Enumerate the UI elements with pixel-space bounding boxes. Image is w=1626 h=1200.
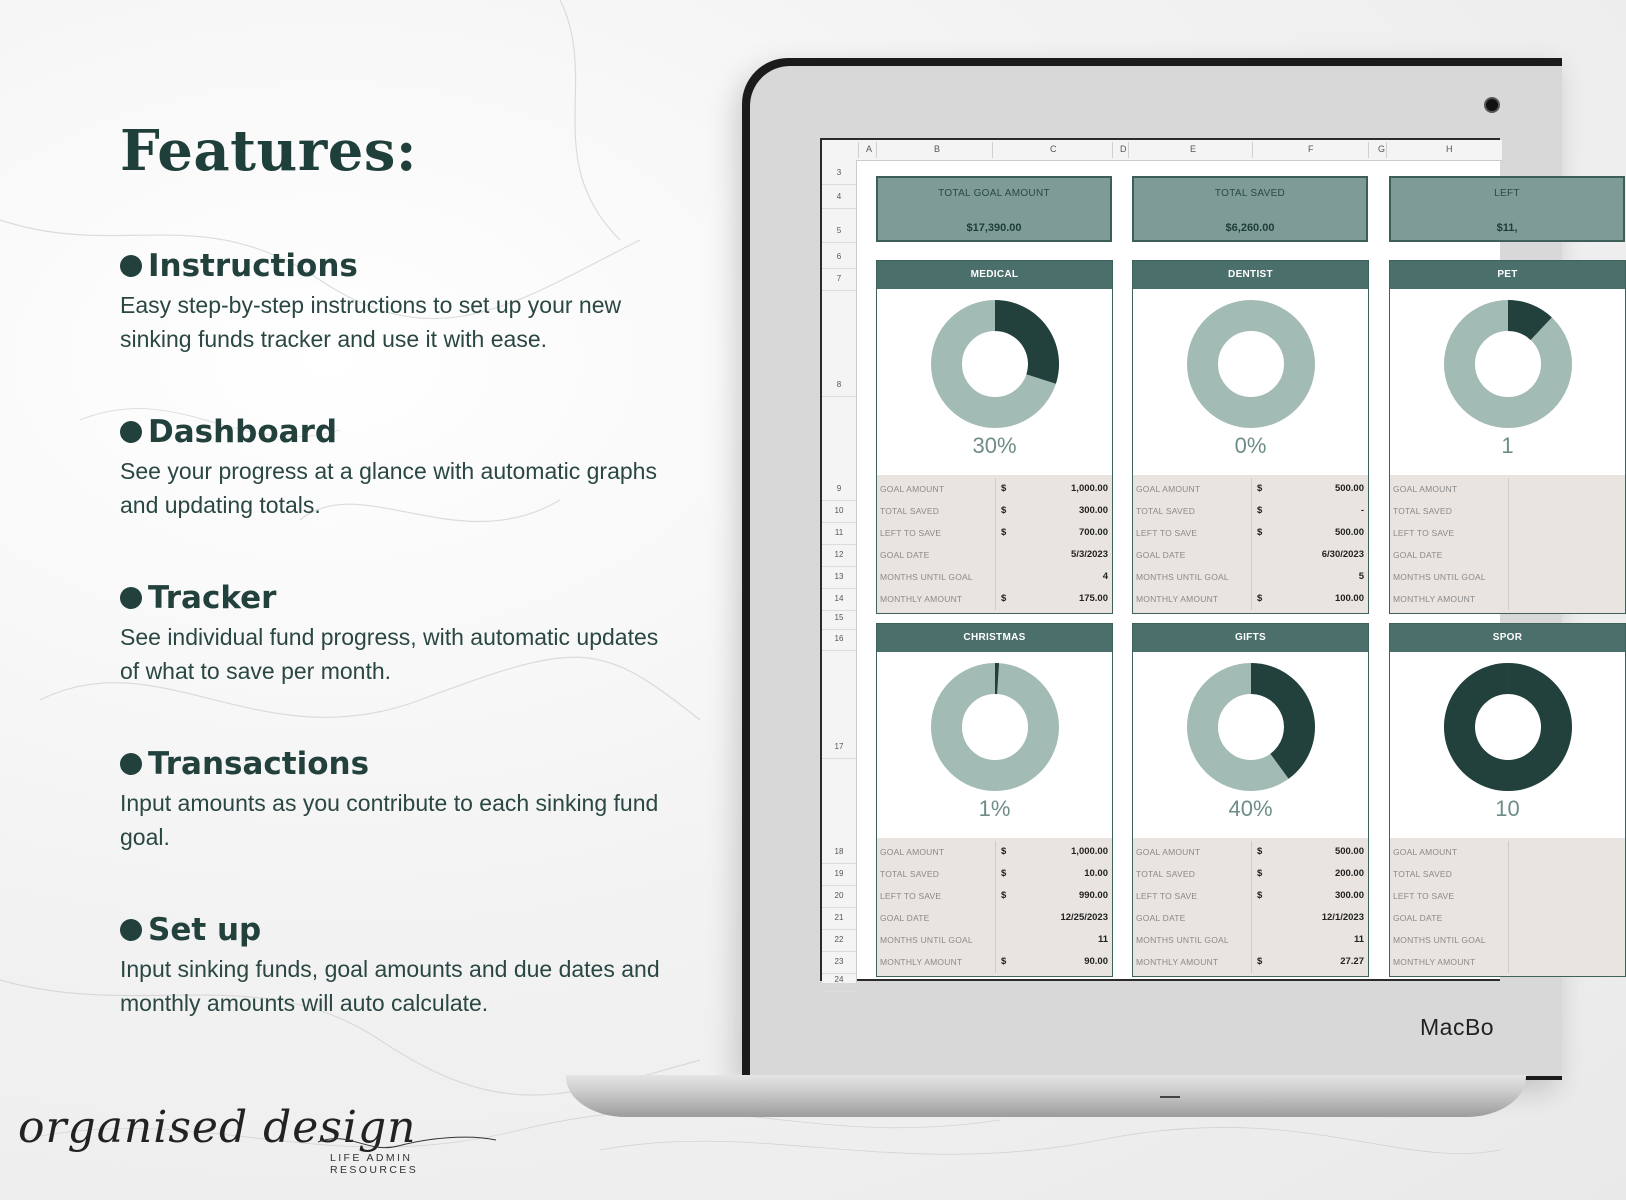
row-number[interactable]: 6 (836, 252, 842, 261)
stat-row[interactable] (877, 500, 1112, 522)
stat-label: MONTHLY AMOUNT (1393, 957, 1476, 967)
column-letter[interactable]: F (1308, 144, 1314, 154)
laptop-notch (1160, 1096, 1180, 1098)
stat-currency: $ (1257, 846, 1263, 857)
stat-row[interactable] (1390, 929, 1625, 951)
stat-label: GOAL AMOUNT (1136, 484, 1201, 494)
stat-row[interactable] (1390, 544, 1625, 566)
stat-divider (995, 907, 996, 929)
row-divider (822, 991, 856, 992)
donut-progress-arc (995, 300, 1059, 384)
feature-name: Set up (148, 912, 262, 948)
stat-row[interactable] (1133, 566, 1368, 588)
column-letter[interactable]: D (1120, 144, 1127, 154)
stat-currency: $ (1257, 868, 1263, 879)
feature-item (120, 912, 680, 1020)
card-title: PET (1390, 261, 1625, 289)
stat-label: GOAL AMOUNT (1393, 847, 1458, 857)
column-separator (1128, 142, 1129, 158)
row-number[interactable]: 5 (836, 226, 842, 235)
feature-description: See individual fund progress, with automatic updates of what to save per month. (120, 624, 659, 684)
stat-label: GOAL DATE (1393, 550, 1443, 560)
stat-row[interactable] (1133, 544, 1368, 566)
bullet-icon (120, 587, 142, 609)
row-divider (822, 184, 856, 185)
card-title: SPOR (1390, 624, 1625, 652)
stat-row[interactable] (1390, 522, 1625, 544)
stat-row[interactable] (1390, 500, 1625, 522)
donut-percent-label: 40% (1228, 796, 1273, 821)
card-title: CHRISTMAS (877, 624, 1112, 652)
summary-box (1389, 176, 1625, 242)
stat-row[interactable] (1390, 907, 1625, 929)
donut-chart-area (1133, 289, 1368, 475)
card-title: GIFTS (1133, 624, 1368, 652)
stat-currency: $ (1257, 527, 1263, 538)
row-number[interactable]: 18 (834, 847, 844, 856)
stat-label: MONTHS UNTIL GOAL (1393, 935, 1486, 945)
stat-currency: $ (1001, 868, 1007, 879)
row-divider (822, 650, 856, 651)
stat-divider (1508, 566, 1509, 588)
stat-divider (995, 588, 996, 610)
stat-row[interactable] (1390, 885, 1625, 907)
stat-label: MONTHS UNTIL GOAL (880, 935, 973, 945)
donut-percent-label: 1% (978, 796, 1011, 821)
stat-label: TOTAL SAVED (1136, 506, 1196, 516)
stat-currency: $ (1001, 505, 1007, 516)
stat-row[interactable] (877, 522, 1112, 544)
stat-row[interactable] (1390, 863, 1625, 885)
stat-divider (1508, 500, 1509, 522)
column-separator (858, 142, 859, 158)
feature-item (120, 580, 680, 688)
stat-row[interactable] (877, 929, 1112, 951)
summary-label: TOTAL SAVED (1214, 188, 1286, 199)
stat-value: 500.00 (1334, 527, 1364, 538)
stat-label: GOAL DATE (880, 550, 930, 560)
stat-label: GOAL DATE (880, 913, 930, 923)
summary-label: LEFT (1494, 188, 1520, 199)
card-stats (1133, 838, 1368, 976)
row-number[interactable]: 22 (834, 935, 844, 944)
row-number[interactable]: 9 (836, 484, 842, 493)
bullet-icon (120, 421, 142, 443)
donut-chart-area (1390, 652, 1625, 838)
column-separator (992, 142, 993, 158)
row-number[interactable]: 11 (834, 528, 844, 537)
stat-divider (995, 885, 996, 907)
feature-description: Input sinking funds, goal amounts and due dates and monthly amounts will auto calculate. (120, 956, 660, 1016)
donut-chart (1186, 662, 1316, 792)
stat-row[interactable] (877, 478, 1112, 500)
stat-label: TOTAL SAVED (1393, 869, 1453, 879)
row-divider (822, 396, 856, 397)
row-divider (822, 588, 856, 589)
stat-row[interactable] (877, 863, 1112, 885)
row-number[interactable]: 13 (834, 572, 844, 581)
row-number[interactable]: 3 (836, 168, 842, 177)
stat-divider (1251, 478, 1252, 500)
stat-label: MONTHLY AMOUNT (880, 594, 963, 604)
row-divider (822, 973, 856, 974)
stat-value: 6/30/2023 (1321, 549, 1364, 560)
laptop-brand-label: MacBo (1420, 1014, 1495, 1040)
stat-value: 4 (1102, 571, 1108, 582)
stat-row[interactable] (1133, 951, 1368, 973)
card-stats (877, 838, 1112, 976)
stat-divider (1251, 907, 1252, 929)
stat-value: 1,000.00 (1071, 846, 1108, 857)
row-divider (822, 951, 856, 952)
stat-divider (1508, 929, 1509, 951)
stat-label: GOAL AMOUNT (1393, 484, 1458, 494)
row-number[interactable]: 17 (834, 742, 844, 751)
feature-heading (120, 414, 680, 450)
donut-percent-label: 10 (1495, 796, 1520, 821)
stat-value: 27.27 (1340, 956, 1364, 967)
row-divider (822, 758, 856, 759)
donut-percent-label: 0% (1234, 433, 1267, 458)
fund-card (1132, 623, 1369, 977)
row-number[interactable]: 24 (834, 975, 844, 984)
stat-label: MONTHS UNTIL GOAL (1136, 935, 1229, 945)
summary-label: TOTAL GOAL AMOUNT (938, 188, 1050, 199)
camera-icon (1484, 97, 1500, 113)
stat-row[interactable] (1133, 500, 1368, 522)
bullet-icon (120, 753, 142, 775)
fund-card (1389, 260, 1626, 614)
row-divider (822, 566, 856, 567)
stat-divider (1508, 863, 1509, 885)
stat-divider (1508, 885, 1509, 907)
stat-label: TOTAL SAVED (1393, 506, 1453, 516)
stat-row[interactable] (1390, 478, 1625, 500)
stat-label: MONTHS UNTIL GOAL (1393, 572, 1486, 582)
row-number[interactable]: 14 (834, 594, 844, 603)
row-divider (822, 907, 856, 908)
donut-chart (930, 662, 1060, 792)
fund-card (876, 260, 1113, 614)
stat-divider (1251, 588, 1252, 610)
stat-value: 200.00 (1334, 868, 1364, 879)
donut-chart (1443, 299, 1573, 429)
row-number-gutter[interactable] (822, 160, 857, 983)
column-header-bar[interactable] (822, 140, 1502, 161)
feature-heading (120, 912, 680, 948)
stat-row[interactable] (1390, 566, 1625, 588)
stat-divider (1251, 544, 1252, 566)
row-number[interactable]: 19 (834, 869, 844, 878)
stat-value: 300.00 (1078, 505, 1108, 516)
stat-value: 990.00 (1078, 890, 1108, 901)
row-divider (822, 544, 856, 545)
stat-row[interactable] (877, 841, 1112, 863)
stat-row[interactable] (1390, 588, 1625, 610)
stat-divider (995, 544, 996, 566)
stat-currency: $ (1001, 527, 1007, 538)
stat-row[interactable] (877, 566, 1112, 588)
stat-divider (995, 841, 996, 863)
donut-chart (1186, 299, 1316, 429)
stat-value: 100.00 (1334, 593, 1364, 604)
stat-divider (1508, 907, 1509, 929)
fund-card (1389, 623, 1626, 977)
row-number[interactable]: 21 (834, 913, 844, 922)
row-divider (822, 863, 856, 864)
stat-divider (1251, 951, 1252, 973)
column-separator (876, 142, 877, 158)
stat-currency: $ (1257, 593, 1263, 604)
feature-heading (120, 580, 680, 616)
stat-label: TOTAL SAVED (880, 869, 940, 879)
row-number[interactable]: 8 (836, 380, 842, 389)
donut-chart-area (1133, 652, 1368, 838)
row-number[interactable]: 15 (834, 613, 844, 622)
stat-divider (995, 500, 996, 522)
column-letter[interactable]: G (1378, 144, 1386, 154)
column-letter[interactable]: B (934, 144, 941, 154)
stat-divider (1251, 522, 1252, 544)
stat-currency: $ (1257, 483, 1263, 494)
stat-value: 500.00 (1334, 483, 1364, 494)
row-number[interactable]: 4 (836, 192, 842, 201)
card-title: DENTIST (1133, 261, 1368, 289)
stat-row[interactable] (877, 885, 1112, 907)
stat-currency: $ (1257, 956, 1263, 967)
column-letter[interactable]: E (1190, 144, 1197, 154)
stat-label: MONTHLY AMOUNT (1136, 957, 1219, 967)
feature-item (120, 746, 680, 854)
row-number[interactable]: 7 (836, 274, 842, 283)
feature-name: Instructions (148, 248, 358, 284)
stat-value: 11 (1097, 934, 1108, 945)
stat-value: 5 (1358, 571, 1364, 582)
row-divider (822, 500, 856, 501)
stat-label: GOAL AMOUNT (880, 484, 945, 494)
stat-row[interactable] (1133, 863, 1368, 885)
row-divider (822, 208, 856, 209)
stat-label: TOTAL SAVED (1136, 869, 1196, 879)
stat-label: TOTAL SAVED (880, 506, 940, 516)
laptop-base (566, 1075, 1526, 1117)
features-title: Features: (120, 118, 418, 184)
stat-row[interactable] (1133, 907, 1368, 929)
stat-currency: $ (1001, 593, 1007, 604)
feature-item (120, 414, 680, 522)
stat-divider (995, 566, 996, 588)
stat-currency: $ (1001, 483, 1007, 494)
feature-heading (120, 746, 680, 782)
donut-chart (930, 299, 1060, 429)
stat-value: 5/3/2023 (1071, 549, 1108, 560)
stat-value: 500.00 (1334, 846, 1364, 857)
card-stats (1133, 475, 1368, 613)
stat-row[interactable] (1390, 951, 1625, 973)
summary-box (876, 176, 1112, 242)
column-separator (1112, 142, 1113, 158)
stat-row[interactable] (877, 951, 1112, 973)
row-number[interactable]: 10 (834, 506, 844, 515)
stat-row[interactable] (877, 588, 1112, 610)
row-divider (822, 522, 856, 523)
card-stats (1390, 838, 1625, 976)
fund-card (1132, 260, 1369, 614)
row-divider (822, 885, 856, 886)
row-number[interactable]: 20 (834, 891, 844, 900)
column-letter[interactable]: H (1446, 144, 1453, 154)
stat-row[interactable] (1390, 841, 1625, 863)
feature-name: Dashboard (148, 414, 338, 450)
stat-label: LEFT TO SAVE (880, 891, 942, 901)
card-stats (1390, 475, 1625, 613)
logo-script: organised design (18, 1102, 417, 1153)
stat-divider (1508, 478, 1509, 500)
row-number[interactable]: 23 (834, 957, 844, 966)
stat-divider (995, 929, 996, 951)
stat-label: LEFT TO SAVE (1393, 528, 1455, 538)
stat-label: MONTHS UNTIL GOAL (1136, 572, 1229, 582)
stat-row[interactable] (1133, 885, 1368, 907)
summary-box (1132, 176, 1368, 242)
stat-divider (1508, 951, 1509, 973)
stat-label: MONTHLY AMOUNT (1136, 594, 1219, 604)
stat-label: MONTHLY AMOUNT (880, 957, 963, 967)
stat-divider (995, 522, 996, 544)
stat-row[interactable] (877, 544, 1112, 566)
stat-row[interactable] (877, 907, 1112, 929)
stat-currency: $ (1257, 505, 1263, 516)
stat-label: GOAL DATE (1393, 913, 1443, 923)
feature-name: Transactions (148, 746, 370, 782)
stat-divider (1508, 588, 1509, 610)
stat-divider (995, 478, 996, 500)
stat-value: 700.00 (1078, 527, 1108, 538)
column-separator (1252, 142, 1253, 158)
stat-currency: $ (1001, 956, 1007, 967)
stat-label: GOAL AMOUNT (880, 847, 945, 857)
card-stats (877, 475, 1112, 613)
stat-label: LEFT TO SAVE (880, 528, 942, 538)
bullet-icon (120, 255, 142, 277)
logo-subtitle: LIFE ADMIN RESOURCES (330, 1152, 419, 1176)
stat-divider (1508, 841, 1509, 863)
summary-value: $6,260.00 (1225, 222, 1275, 234)
stat-value: 300.00 (1334, 890, 1364, 901)
stat-divider (995, 863, 996, 885)
stat-value: 1,000.00 (1071, 483, 1108, 494)
stat-row[interactable] (1133, 841, 1368, 863)
stat-currency: $ (1001, 846, 1007, 857)
donut-chart-area (877, 652, 1112, 838)
stat-value: 90.00 (1084, 956, 1108, 967)
stat-divider (1251, 566, 1252, 588)
stat-label: MONTHLY AMOUNT (1393, 594, 1476, 604)
stat-label: LEFT TO SAVE (1136, 528, 1198, 538)
donut-progress-arc (1444, 663, 1572, 791)
spreadsheet-screen[interactable] (820, 138, 1523, 984)
column-separator (1368, 142, 1369, 158)
stat-divider (1251, 863, 1252, 885)
brand-logo (18, 1098, 488, 1188)
stat-divider (1251, 885, 1252, 907)
stat-row[interactable] (1133, 478, 1368, 500)
stat-divider (1508, 544, 1509, 566)
stat-label: LEFT TO SAVE (1136, 891, 1198, 901)
stat-label: GOAL DATE (1136, 913, 1186, 923)
stat-row[interactable] (1133, 929, 1368, 951)
feature-description: See your progress at a glance with automatic graphs and updating totals. (120, 458, 657, 518)
donut-chart-area (1390, 289, 1625, 475)
stat-label: LEFT TO SAVE (1393, 891, 1455, 901)
donut-chart (1443, 662, 1573, 792)
stat-value: 11 (1353, 934, 1364, 945)
feature-name: Tracker (148, 580, 277, 616)
stat-label: GOAL AMOUNT (1136, 847, 1201, 857)
feature-description: Input amounts as you contribute to each sinking fund goal. (120, 790, 659, 850)
feature-item (120, 248, 680, 356)
stat-label: GOAL DATE (1136, 550, 1186, 560)
stat-currency: $ (1001, 890, 1007, 901)
row-divider (822, 610, 856, 611)
fund-card (876, 623, 1113, 977)
stat-divider (1251, 841, 1252, 863)
donut-track (1203, 316, 1300, 413)
row-number[interactable]: 12 (834, 550, 844, 559)
stat-value: 10.00 (1084, 868, 1108, 879)
row-number[interactable]: 16 (834, 634, 844, 643)
stat-divider (995, 951, 996, 973)
column-separator (1386, 142, 1387, 158)
feature-description: Easy step-by-step instructions to set up your new sinking funds tracker and use it with ease. (120, 292, 622, 352)
stat-value: 12/1/2023 (1321, 912, 1364, 923)
stat-value: - (1360, 505, 1364, 516)
row-divider (822, 629, 856, 630)
bullet-icon (120, 919, 142, 941)
stat-row[interactable] (1133, 522, 1368, 544)
summary-value: $11, (1496, 222, 1518, 234)
row-divider (822, 268, 856, 269)
row-divider (822, 290, 856, 291)
stat-value: 12/25/2023 (1060, 912, 1108, 923)
row-divider (822, 242, 856, 243)
stat-divider (1251, 929, 1252, 951)
stat-divider (1508, 522, 1509, 544)
feature-heading (120, 248, 680, 284)
column-letter[interactable]: A (866, 144, 873, 154)
donut-chart-area (877, 289, 1112, 475)
stat-label: MONTHS UNTIL GOAL (880, 572, 973, 582)
donut-percent-label: 30% (972, 433, 1017, 458)
summary-value: $17,390.00 (966, 222, 1022, 234)
donut-percent-label: 1 (1501, 433, 1514, 458)
card-title: MEDICAL (877, 261, 1112, 289)
stat-value: 175.00 (1078, 593, 1108, 604)
row-divider (822, 929, 856, 930)
stat-row[interactable] (1133, 588, 1368, 610)
column-letter[interactable]: C (1050, 144, 1057, 154)
stat-currency: $ (1257, 890, 1263, 901)
stat-divider (1251, 500, 1252, 522)
